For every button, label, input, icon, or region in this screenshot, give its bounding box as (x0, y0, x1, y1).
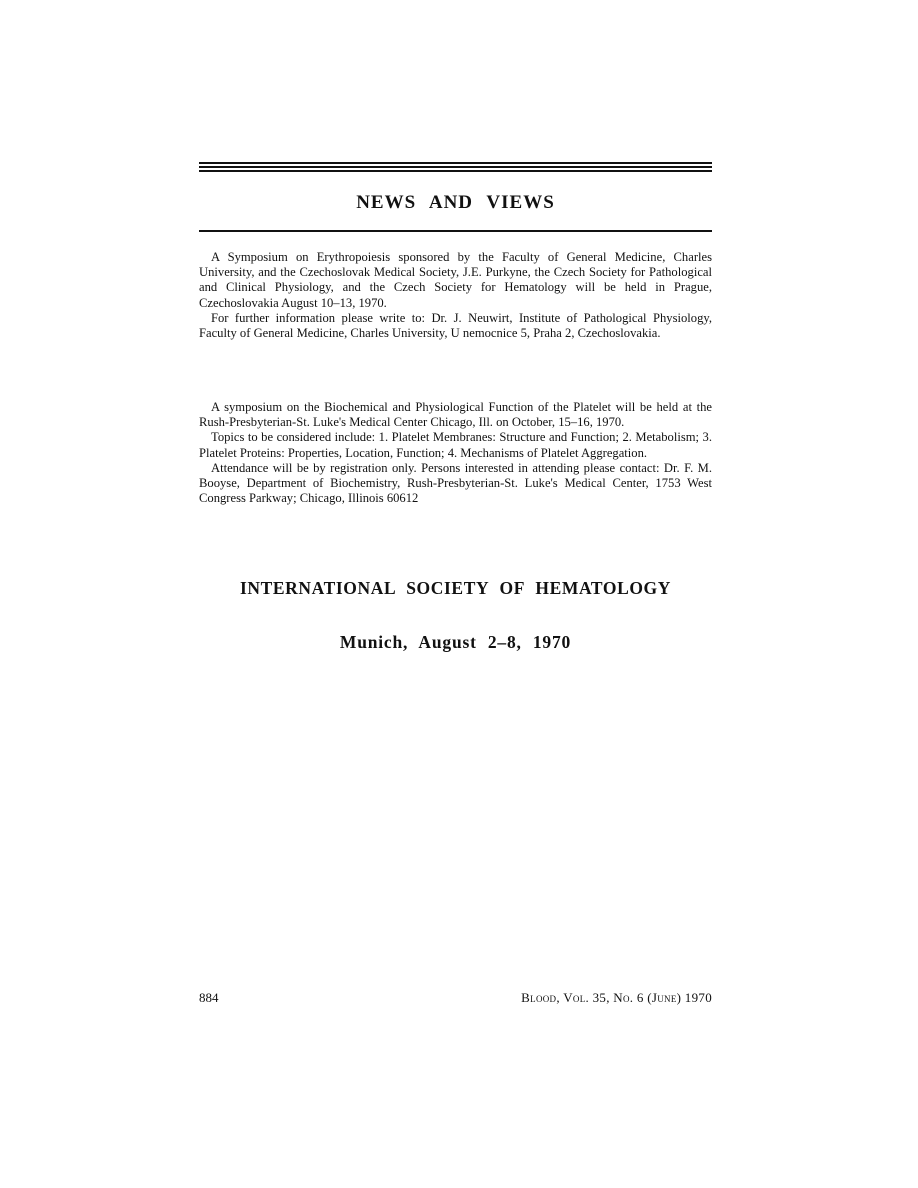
header-rule-line (199, 162, 712, 164)
notice-paragraph: Attendance will be by registration only. Persons interested in attending please contact: Dr. F. M. Booyse, Department of Biochemistry, Rush-Presbyterian-St. Luke's Medical Center, 1753 West Congress Parkway; Chicago, Illinois 60612 (199, 460, 712, 506)
header-rule-line (199, 170, 712, 172)
society-heading: INTERNATIONAL SOCIETY OF HEMATOLOGY (239, 578, 672, 598)
section-title-underline (199, 230, 712, 232)
journal-citation: Blood, Vol. 35, No. 6 (June) 1970 (521, 990, 712, 1005)
header-rule-line (199, 166, 712, 168)
notice-paragraph: For further information please write to: Dr. J. Neuwirt, Institute of Pathological Physiology, Faculty of General Medicine, Charles University, U nemocnice 5, Praha 2, Czechoslovakia. (199, 310, 712, 341)
notice-paragraph: A Symposium on Erythropoiesis sponsored by the Faculty of General Medicine, Charles University, and the Czechoslovak Medical Society, J.E. Purkyne, the Czech Society for Pathological and Clinical Physiology, and the Czech Society for Hematology will be held in Prague, Czechoslovakia August 10–13, 1970. (199, 250, 712, 310)
header-double-rule (199, 162, 712, 174)
platelet-symposium-notice (199, 400, 712, 506)
notice-paragraph: A symposium on the Biochemical and Physiological Function of the Platelet will be held at the Rush-Presbyterian-St. Luke's Medical Center Chicago, Ill. on October, 15–16, 1970. (199, 400, 712, 430)
page-number: 884 (199, 990, 219, 1005)
erythropoiesis-symposium-notice (199, 250, 712, 341)
meeting-heading: Munich, August 2–8, 1970 (339, 632, 572, 652)
notice-paragraph: Topics to be considered include: 1. Platelet Membranes: Structure and Function; 2. Metabolism; 3. Platelet Proteins: Properties, Location, Function; 4. Mechanisms of Platelet Aggregation. (199, 430, 712, 460)
section-title: NEWS AND VIEWS (356, 192, 555, 213)
